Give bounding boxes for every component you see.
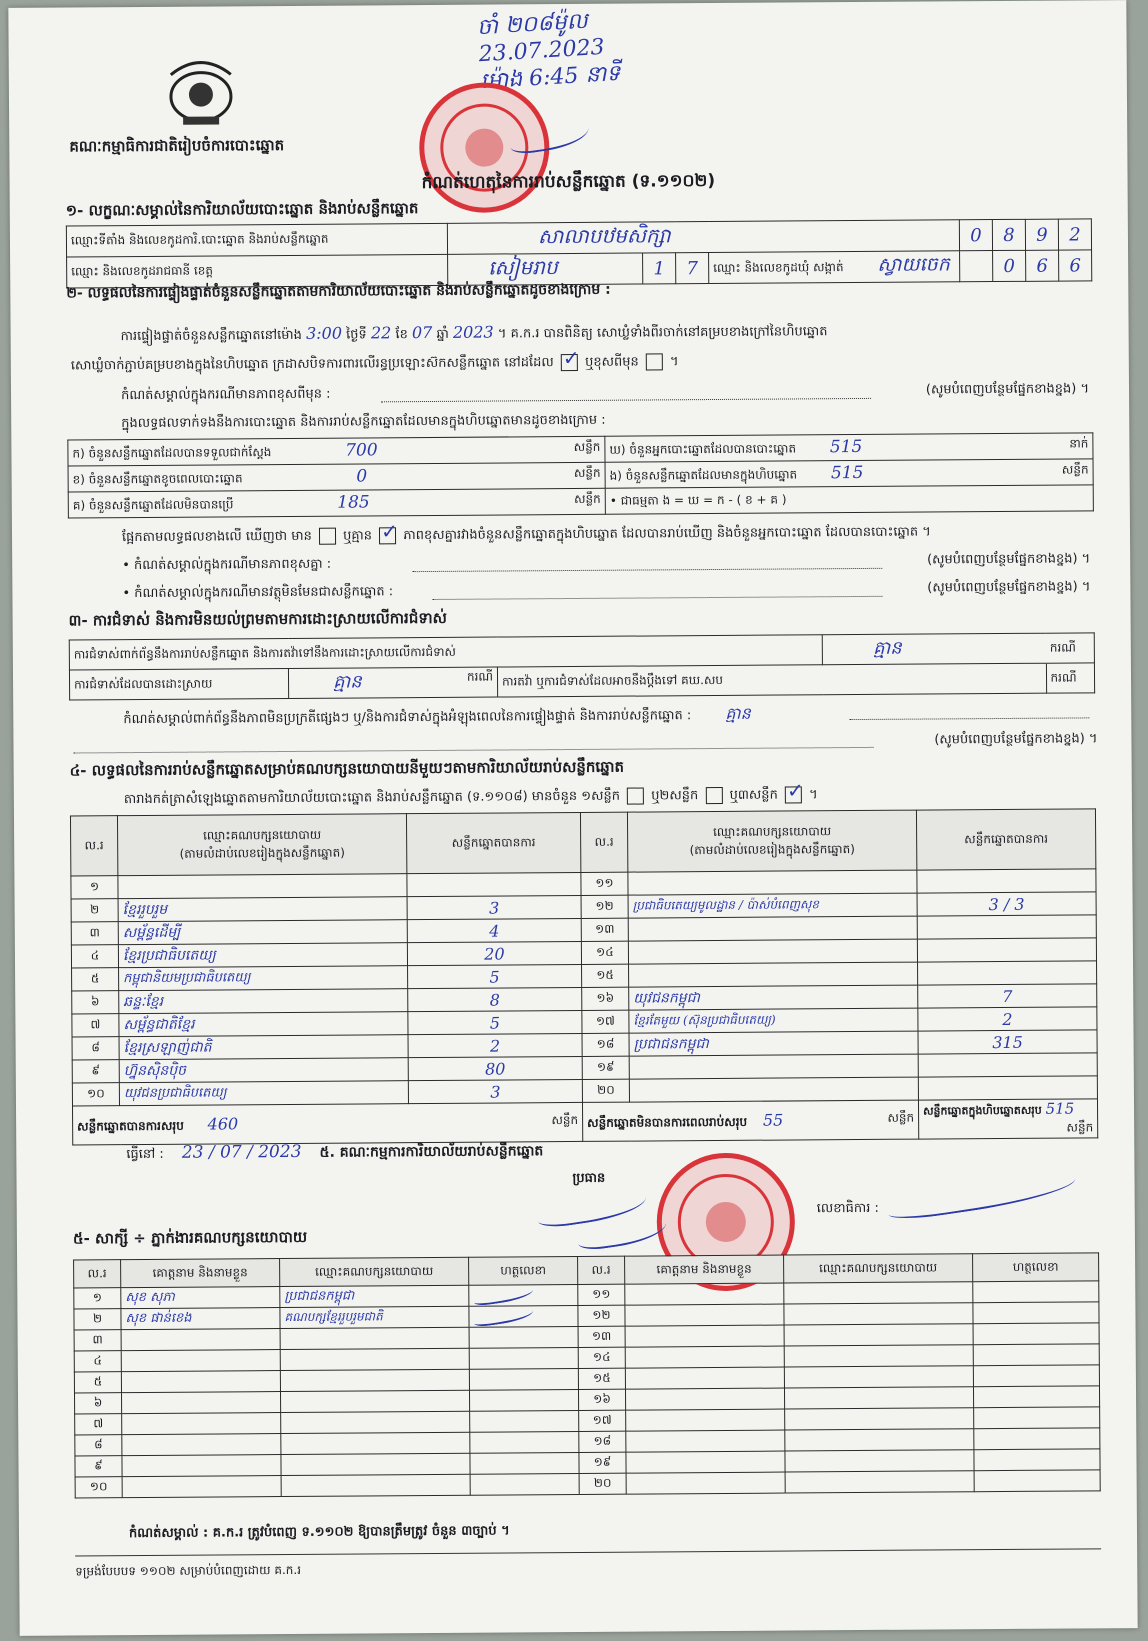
row-no: ១៣	[581, 918, 628, 941]
row-no: ១៨	[582, 1033, 629, 1056]
party-votes: 5	[408, 1010, 582, 1034]
witness-signature	[469, 1368, 578, 1390]
total-invalid-value: 55	[762, 1110, 784, 1130]
witness-signature	[470, 1410, 579, 1432]
section-2-para-2: សោឃ្លំចាក់ភ្ជាប់គម្របខាងក្នុងនៃហិបឆ្នោត ក្រដាសបិទការពារលើរន្ធប្រឡោះស៊កសន្លឹកឆ្នោត នៅដដែល ✓ ឬខុសពីមុន ។	[71, 353, 679, 376]
witness-signature	[973, 1365, 1099, 1387]
witness-party	[785, 1408, 974, 1430]
different-checkbox[interactable]	[646, 353, 663, 370]
section-2-note-row	[121, 380, 1089, 406]
committee-title: ៥. គណៈកម្មការការិយាល័យរាប់សន្លឹកឆ្នោត	[319, 1143, 544, 1161]
province-code-2: 7	[676, 253, 709, 284]
row-no: ១	[71, 876, 118, 899]
witness-row-no: ១៣	[578, 1326, 625, 1347]
party-votes: 2	[918, 1007, 1097, 1031]
witness-name	[626, 1451, 785, 1473]
day-label: ថ្ងៃទី	[346, 327, 367, 343]
location-label: ឈ្មោះទីតាំង និងលេខកូដការិ.បោះឆ្នោត និងរាប់សន្លឹកឆ្នោត	[66, 223, 447, 257]
section-1-title: ១- លក្ខណៈសម្គាល់នៃការិយាល័យបោះឆ្នោត និងរាប់សន្លឹកឆ្នោត	[65, 199, 419, 220]
party-votes	[917, 869, 1096, 893]
tally-sheet-label: តារាងកត់ត្រាសំឡេងឆ្នោតតាមការិយាល័យបោះឆ្នោត និងរាប់សន្លឹកឆ្នោត (ទ.១១០៨) មានចំនួន ១សន្លឹក	[123, 788, 621, 808]
party-votes: 4	[407, 918, 581, 942]
party-votes: 20	[407, 941, 581, 965]
fill-back-note-2: (សូមបំពេញបន្ថែមផ្នែកខាងខ្នង) ។	[927, 551, 1091, 568]
row-no: ៧	[72, 1014, 119, 1037]
party-votes	[917, 915, 1096, 939]
org-name: គណៈកម្មាធិការជាតិរៀបចំការបោះឆ្នោត	[69, 136, 285, 156]
row-no: ១៧	[582, 1010, 629, 1033]
footer-divider	[75, 1548, 1101, 1556]
row-no: ១៤	[581, 941, 628, 964]
irregularity-note-row	[123, 700, 1091, 731]
tally-sheet-row: តារាងកត់ត្រាសំឡេងឆ្នោតតាមការិយាល័យបោះឆ្នោត និងរាប់សន្លឹកឆ្នោត (ទ.១១០៨) មានចំនួន ១សន្លឹក ឬ២សន្លឹក ឬ៣សន្លឹក ✓ ។	[124, 786, 818, 810]
witness-name	[122, 1455, 281, 1477]
section-1-table	[66, 218, 1092, 288]
secretary-label: លេខាធិការ :	[816, 1200, 879, 1217]
foreign-object-note-row	[122, 578, 1090, 604]
witness-name: សុខ សុភា	[121, 1287, 280, 1309]
voters-voted-label: ឃ) ចំនួនអ្នកបោះឆ្នោតដែលបានបោះឆ្នោត	[609, 441, 797, 457]
voters-voted-unit: នាក់	[1069, 436, 1089, 451]
party-votes: 3	[408, 1079, 582, 1103]
time-value: 3:00	[305, 323, 343, 343]
date-value: 23 / 07 / 2023	[181, 1141, 302, 1163]
document-page	[8, 0, 1137, 1636]
row-no: ៤	[71, 945, 118, 968]
spoiled-ballots-unit: សន្លឹក	[573, 465, 601, 480]
party-votes: 5	[408, 964, 582, 988]
witness-name	[625, 1283, 784, 1305]
witness-party	[280, 1390, 469, 1412]
party-votes	[407, 872, 581, 896]
date-row	[126, 1140, 543, 1165]
witness-name	[121, 1329, 280, 1351]
party-votes: 3	[407, 895, 581, 919]
spoiled-ballots-label: ខ) ចំនួនសន្លឹកឆ្នោតខូចពេលបោះឆ្នោត	[72, 471, 243, 487]
fill-back-note-3: (សូមបំពេញបន្ថែមផ្នែកខាងខ្នង) ។	[927, 579, 1091, 596]
three-sheets-label: ឬ៣សន្លឹក	[729, 787, 778, 803]
time-label: ការផ្ទៀងផ្ទាត់ចំនួនសន្លឹកឆ្នោតនៅម៉ោង	[120, 327, 302, 345]
total-box-unit: សន្លឹក	[1066, 1120, 1094, 1135]
irregularity-note-value: គ្មាន	[725, 703, 751, 723]
witness-signature	[973, 1323, 1099, 1345]
different-option-label: ឬខុសពីមុន	[585, 354, 639, 370]
month-label: ខែ	[395, 327, 408, 343]
difference-note-label: • កំណត់សម្គាល់ក្នុងករណីមានភាពខុសគ្នា :	[122, 556, 332, 574]
witness-row-no: ៨	[75, 1435, 122, 1456]
party-votes: 7	[918, 984, 1097, 1008]
irregularity-note-label: កំណត់សម្គាល់ពាក់ព័ន្ធនឹងភាពមិនប្រក្រតីផ្សេងៗ ឬ/និងការជំទាស់ក្នុងអំឡុងពេលនៃការផ្ទៀងផ្ទាត់ និងការរាប់សន្លឹកឆ្នោត :	[123, 708, 692, 728]
party-name: ខ្មែររួបរួម	[118, 897, 407, 922]
complaints-case-unit: ករណី	[1046, 633, 1095, 663]
col-party-right-sub: (តាមលំដាប់លេខរៀងក្នុងសន្លឹកឆ្នោត)	[689, 841, 855, 857]
resolved-label: ការជំទាស់ដែលបានដោះស្រាយ	[69, 668, 288, 700]
total-box-label: សន្លឹកឆ្នោតក្នុងហិបឆ្នោតសរុប	[923, 1103, 1042, 1118]
province-code-1: 1	[643, 253, 676, 284]
witness-row-no: ១០	[75, 1477, 122, 1498]
discrepancy-label-b: ឬគ្មាន	[343, 528, 373, 544]
commune-code-2: 6	[1026, 250, 1059, 281]
witness-name	[626, 1409, 785, 1431]
party-name: ប្រជាធិបតេយ្យមូលដ្ឋាន / ប៉ាស់បំពេញសុខ	[628, 893, 917, 918]
party-name: ខ្មែរស្រឡាញ់ជាតិ	[119, 1035, 408, 1060]
row-no: ១៥	[582, 964, 629, 987]
witness-col-name-right: គោត្តនាម និងនាមខ្លួន	[625, 1255, 784, 1284]
spoiled-ballots-value: 0	[356, 466, 368, 487]
total-invalid-label: សន្លឹកឆ្នោតមិនបានការពេលរាប់សរុប	[587, 1114, 748, 1130]
witness-party	[784, 1366, 973, 1388]
secretary-signature	[886, 1167, 1078, 1222]
unused-ballots-label: គ) ចំនួនសន្លឹកឆ្នោតដែលមិនបានប្រើ	[72, 497, 234, 513]
ballots-in-box-label: ង) ចំនួនសន្លឹកឆ្នោតដែលមានក្នុងហិបឆ្នោត	[609, 467, 798, 483]
witness-row-no: ១៩	[579, 1452, 626, 1473]
discrepancy-label-c: ភាពខុសគ្នារវាងចំនួនសន្លឹកឆ្នោតក្នុងហិបឆ្នោត ដែលបានរាប់ឃើញ និងចំនួនអ្នកបោះឆ្នោត ដែលបានបោះឆ្នោត ។	[403, 524, 931, 544]
witness-signature	[974, 1449, 1100, 1471]
total-box-value: 515	[1045, 1099, 1075, 1118]
witness-signature	[469, 1389, 578, 1411]
row-no: ២០	[582, 1079, 629, 1102]
total-valid-cell	[72, 1102, 582, 1145]
total-valid-value: 460	[207, 1113, 239, 1134]
location-code-2: 8	[992, 219, 1025, 250]
total-valid-unit: សន្លឹក	[551, 1112, 579, 1127]
resolved-value-cell	[288, 667, 497, 698]
witness-row-no: ៥	[74, 1372, 121, 1393]
commune-code-blank	[960, 251, 993, 282]
witness-col-sign-left: ហត្ថលេខា	[469, 1256, 578, 1285]
party-name	[628, 916, 917, 941]
witness-name	[625, 1346, 784, 1368]
two-sheets-label: ឬ២សន្លឹក	[651, 788, 699, 804]
witness-name	[626, 1430, 785, 1452]
witness-signature	[470, 1452, 579, 1474]
complaints-label: ការជំទាស់ពាក់ព័ន្ធនឹងការរាប់សន្លឹកឆ្នោត និងការតវ៉ាទៅនឹងការដោះស្រាយលើការជំទាស់	[69, 635, 823, 670]
commune-cell	[709, 251, 960, 284]
col-party-left-title: ឈ្មោះគណបក្សនយោបាយ	[202, 827, 322, 843]
witness-party: ប្រជាជនកម្ពុជា	[280, 1285, 469, 1307]
ballots-in-box-unit: សន្លឹក	[1061, 462, 1089, 477]
party-name: សម្ព័ន្ធជាតិខ្មែរ	[119, 1012, 408, 1037]
witness-row-no: ១	[74, 1288, 121, 1309]
formula-cell: • ជាធម្មតា ង = ឃ = ក - ( ខ + គ )	[605, 485, 1093, 514]
party-votes: 8	[408, 987, 582, 1011]
no-discrepancy-checkbox[interactable]	[379, 527, 396, 544]
unused-ballots-value: 185	[337, 492, 370, 513]
witness-party	[784, 1324, 973, 1346]
witness-party	[784, 1345, 973, 1367]
row-no: ២	[71, 899, 118, 922]
witness-signature	[470, 1473, 579, 1495]
discrepancy-row	[122, 523, 931, 548]
commune-code-1: 0	[993, 250, 1026, 281]
ballots-in-box-cell	[605, 459, 1093, 488]
party-name: ខ្មែរតែមួយ (ស៊ុនប្រជាធិបតេយ្យ)	[629, 1008, 918, 1033]
witness-table	[73, 1252, 1101, 1498]
one-sheet-checkbox[interactable]	[627, 788, 644, 805]
section-2-para-1	[121, 318, 1101, 347]
party-name: ហ្វ៊ុនស៊ិនប៉ិច	[119, 1058, 408, 1083]
year-value: 2023	[452, 322, 494, 342]
witness-signature	[973, 1302, 1099, 1324]
witness-row-no: ២	[74, 1309, 121, 1330]
ballot-count-table	[67, 432, 1094, 518]
irregularity-dotted-line-2	[74, 747, 874, 754]
party-votes	[918, 1076, 1097, 1100]
footer-note: កំណត់សម្គាល់ : គ.ក.រ ត្រូវបំពេញ ទ.១១០២ ឱ្យបានត្រឹមត្រូវ ចំនួន ៣ច្បាប់ ។	[128, 1523, 510, 1542]
party-name	[629, 1077, 918, 1102]
witness-party	[281, 1432, 470, 1454]
witness-signature	[469, 1305, 578, 1327]
date-label: ធ្វើនៅ :	[126, 1146, 164, 1163]
spoiled-ballots-cell	[68, 462, 605, 492]
witness-signature	[974, 1407, 1100, 1429]
complaints-table	[69, 632, 1095, 700]
section-5-title: ៥- សាក្សី ÷ ភ្នាក់ងារគណបក្សនយោបាយ	[72, 1227, 308, 1248]
col-party-left-sub: (តាមលំដាប់លេខរៀងក្នុងសន្លឹកឆ្នោត)	[179, 845, 345, 861]
change-note-label: កំណត់សម្គាល់ក្នុងករណីមានភាពខុសពីមុន :	[120, 386, 331, 404]
witness-row-no: ១៦	[578, 1389, 625, 1410]
witness-name	[122, 1392, 281, 1414]
appeal-label: ការតវ៉ា ឬការជំទាស់ដែលអាចនឹងប្តឹងទៅ គឃ.សប	[497, 663, 1046, 697]
witness-name	[122, 1434, 281, 1456]
ballots-received-value: 700	[345, 440, 378, 461]
witness-name	[121, 1350, 280, 1372]
party-votes	[918, 961, 1097, 985]
total-invalid-unit: សន្លឹក	[887, 1110, 915, 1125]
voters-voted-value: 515	[829, 436, 863, 458]
witness-col-no-left: ល.រ	[74, 1260, 121, 1288]
row-no: ១២	[581, 895, 628, 918]
witness-row-no: ៤	[74, 1351, 121, 1372]
resolved-value: គ្មាន	[332, 671, 362, 693]
section-4-title: ៤- លទ្ធផលនៃការរាប់សន្លឹកឆ្នោតសម្រាប់គណបក្សនយោបាយនីមួយៗតាមការិយាល័យរាប់សន្លឹកឆ្នោត	[69, 757, 625, 780]
complaints-value: គ្មាន	[823, 633, 1046, 665]
witness-col-name-left: គោត្តនាម និងនាមខ្លួន	[121, 1259, 280, 1288]
fill-back-note-1: (សូមបំពេញបន្ថែមផ្នែកខាងខ្នង) ។	[925, 381, 1090, 398]
appeal-case-unit: ករណី	[1046, 663, 1095, 693]
witness-row-no: ១២	[578, 1305, 625, 1326]
nec-emblem-icon	[159, 54, 244, 127]
para-1-rest: ។ គ.ក.រ បានពិនិត្យ សោឃ្លំទាំងពីរចាក់នៅគម្របខាងក្រៅនៃហិបឆ្នោត	[497, 324, 828, 342]
witness-signature	[973, 1344, 1099, 1366]
party-name: ខ្មែរប្រជាធិបតេយ្យ	[118, 943, 407, 968]
handwritten-line-3: ម៉ោង 6:45 នាទី	[479, 60, 622, 95]
witness-row-no: ៦	[75, 1393, 122, 1414]
row-no: ១០	[72, 1083, 119, 1106]
unused-ballots-cell	[68, 488, 605, 518]
party-votes: 80	[408, 1056, 582, 1080]
witness-name	[626, 1472, 785, 1494]
col-party-right	[627, 810, 916, 872]
row-no: ៣	[71, 922, 118, 945]
handwritten-line-2: 23.07.2023	[478, 34, 606, 68]
party-votes	[918, 1053, 1097, 1077]
witness-party	[280, 1348, 469, 1370]
witness-name	[625, 1367, 784, 1389]
witness-signature	[469, 1326, 578, 1348]
witness-row-no: ១៧	[579, 1410, 626, 1431]
witness-col-sign-right: ហត្ថលេខា	[973, 1253, 1099, 1282]
witness-row-no: ១៤	[578, 1347, 625, 1368]
witness-party	[785, 1450, 974, 1472]
witness-col-party-left: ឈ្មោះគណបក្សនយោបាយ	[280, 1257, 469, 1286]
party-name: យុវជនកម្ពុជា	[629, 985, 918, 1010]
witness-row-no: ១៨	[579, 1431, 626, 1452]
party-name: យុវជនប្រជាធិបតេយ្យ	[119, 1081, 408, 1106]
same-as-before-checkbox[interactable]	[561, 354, 578, 371]
witness-name	[625, 1304, 784, 1326]
commune-value: ស្វាយចេក	[877, 253, 950, 276]
witness-party: គណបក្សខ្មែររួបរួមជាតិ	[280, 1306, 469, 1328]
witness-signature	[470, 1431, 579, 1453]
province-value: សៀមរាប	[448, 253, 643, 285]
col-party-right-title: ឈ្មោះគណបក្សនយោបាយ	[712, 823, 832, 839]
witness-party	[281, 1453, 470, 1475]
witness-name	[122, 1413, 281, 1435]
witness-signature	[469, 1284, 578, 1306]
witness-signature	[974, 1428, 1100, 1450]
col-no-right: ល.រ	[580, 812, 627, 872]
voters-voted-cell	[605, 433, 1093, 462]
total-invalid-cell	[582, 1100, 918, 1141]
three-sheets-checkbox[interactable]	[785, 786, 802, 803]
witness-party	[785, 1471, 974, 1493]
witness-party	[280, 1369, 469, 1391]
witness-row-no: ២០	[579, 1473, 626, 1494]
col-votes-left: សន្លឹកឆ្នោតបានការ	[406, 812, 580, 873]
has-discrepancy-checkbox[interactable]	[319, 528, 336, 545]
witness-row-no: ១១	[578, 1284, 625, 1305]
party-votes	[917, 938, 1096, 962]
party-results-table	[70, 808, 1098, 1145]
province-label: ឈ្មោះ និងលេខកូដរាជធានី ខេត្ត	[67, 254, 448, 288]
form-reference: ទម្រង់បែបបទ ១១០២ សម្រាប់បំពេញដោយ គ.ក.រ	[75, 1562, 302, 1579]
fill-back-note-4: (សូមបំពេញបន្ថែមផ្នែកខាងខ្នង) ។	[934, 731, 1098, 748]
foreign-object-label: • កំណត់សម្គាល់ក្នុងករណីមានវត្ថុមិនមែនជាសន្លឹកឆ្នោត :	[122, 584, 394, 602]
witness-row-no: ៣	[74, 1330, 121, 1351]
location-value: សាលាបឋមសិក្សា	[447, 220, 959, 255]
chair-label: ប្រធាន	[572, 1170, 606, 1187]
witness-party	[281, 1474, 470, 1496]
form-title: កំណត់ហេតុនៃការរាប់សន្លឹកឆ្នោត (ទ.១១០២)	[421, 170, 716, 194]
witness-name	[625, 1388, 784, 1410]
party-name	[629, 1054, 918, 1079]
witness-signature	[973, 1386, 1099, 1408]
handwritten-line-1: ចាំ ២០៨ម៉ូល	[476, 8, 589, 41]
commune-code-3: 6	[1059, 250, 1092, 281]
col-votes-right: សន្លឹកឆ្នោតបានការ	[916, 809, 1095, 870]
unused-ballots-unit: សន្លឹក	[574, 491, 601, 506]
row-no: ១៩	[582, 1056, 629, 1079]
party-name: ប្រជាជនកម្ពុជា	[629, 1031, 918, 1056]
witness-party	[785, 1429, 974, 1451]
row-no: ៦	[72, 991, 119, 1014]
commune-label: ឈ្មោះ និងលេខកូដឃុំ សង្កាត់	[713, 260, 844, 276]
witness-party	[280, 1327, 469, 1349]
party-votes: 315	[918, 1030, 1097, 1054]
party-votes: 2	[408, 1033, 582, 1057]
location-code-1: 0	[959, 220, 992, 251]
row-no: ១៦	[582, 987, 629, 1010]
witness-name	[625, 1325, 784, 1347]
witness-row-no: ៩	[75, 1456, 122, 1477]
col-no-left: ល.រ	[70, 816, 117, 876]
difference-note-row	[122, 550, 1090, 576]
month-value: 07	[411, 322, 433, 343]
witness-signature	[974, 1470, 1100, 1492]
row-no: ១១	[581, 872, 628, 895]
party-name	[118, 874, 407, 899]
location-code-4: 2	[1058, 219, 1091, 250]
party-name	[628, 870, 917, 895]
discrepancy-label-a: ផ្អែកតាមលទ្ធផលខាងលើ ឃើញថា មាន	[121, 528, 312, 546]
witness-name: សុខ ផាន់ខេង	[121, 1308, 280, 1330]
year-label: ឆ្នាំ	[436, 326, 449, 342]
two-sheets-checkbox[interactable]	[705, 787, 722, 804]
day-value: 22	[370, 323, 392, 343]
party-name	[629, 962, 918, 987]
witness-signature	[469, 1347, 578, 1369]
witness-party	[784, 1387, 973, 1409]
witness-name	[121, 1371, 280, 1393]
section-2-para-3: ក្នុងលទ្ធផលទាក់ទងនឹងការបោះឆ្នោត និងការរាប់សន្លឹកឆ្នោតដែលមានក្នុងហិបឆ្នោតមានដូចខាងក្រោម :	[121, 412, 606, 432]
ballots-received-label: ក) ចំនួនសន្លឹកឆ្នោតដែលបានទទួលជាក់ស្តែង	[72, 445, 272, 461]
witness-col-party-right: ឈ្មោះគណបក្សនយោបាយ	[784, 1254, 973, 1283]
handwritten-receipt-note	[476, 6, 621, 95]
section-2-title: ២- លទ្ធផលនៃការផ្ទៀងផ្ទាត់ចំនួនសន្លឹកឆ្នោតតាមការិយាល័យបោះឆ្នោត និងរាប់សន្លឹកឆ្នោតដូចខាងក្រោម :	[66, 281, 611, 302]
witness-signature	[973, 1281, 1099, 1303]
total-valid-label: សន្លឹកឆ្នោតបានការសរុប	[77, 1118, 184, 1133]
witness-row-no: ៧	[75, 1414, 122, 1435]
party-name	[628, 939, 917, 964]
witness-party	[784, 1282, 973, 1304]
party-votes: 3 / 3	[917, 892, 1096, 916]
ballots-received-cell	[68, 436, 605, 466]
witness-name	[122, 1476, 281, 1498]
witness-party	[281, 1411, 470, 1433]
party-name: សម្ព័ន្ធដើម្បី	[118, 920, 407, 945]
location-code-3: 9	[1025, 219, 1058, 250]
party-name: ឆន្ទៈខ្មែរ	[119, 989, 408, 1014]
col-party-left	[117, 814, 406, 876]
resolved-case-unit: ករណី	[466, 669, 494, 684]
ballots-in-box-value: 515	[830, 462, 864, 484]
witness-row-no: ១៥	[578, 1368, 625, 1389]
witness-col-no-right: ល.រ	[578, 1256, 625, 1284]
total-box-cell	[918, 1099, 1097, 1139]
seal-text: សោឃ្លំចាក់ភ្ជាប់គម្របខាងក្នុងនៃហិបឆ្នោត ក្រដាសបិទការពារលើរន្ធប្រឡោះស៊កសន្លឹកឆ្នោត នៅដដែល	[70, 355, 554, 374]
section-3-title: ៣- ការជំទាស់ និងការមិនយល់ព្រមតាមការដោះស្រាយលើការជំទាស់	[68, 608, 447, 630]
row-no: ៨	[72, 1037, 119, 1060]
party-name: កម្ពុជានិយមប្រជាធិបតេយ្យ	[119, 966, 408, 991]
row-no: ៩	[72, 1060, 119, 1083]
row-no: ៥	[72, 968, 119, 991]
ballots-received-unit: សន្លឹក	[573, 439, 601, 454]
witness-party	[784, 1303, 973, 1325]
